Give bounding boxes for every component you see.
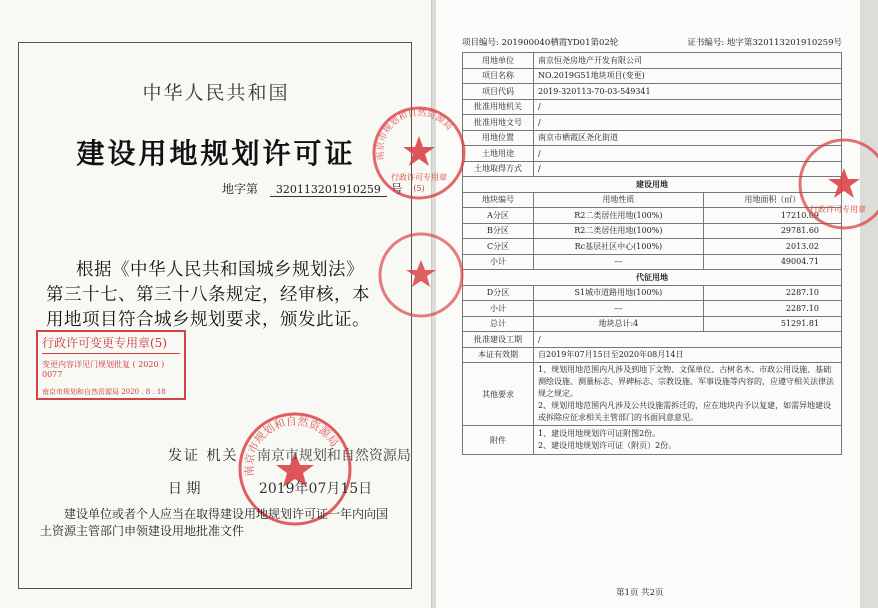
seal-arc-text: 南京市规划和自然资源局 bbox=[375, 108, 454, 161]
info-value: NO.2019G51地块项目(变更) bbox=[534, 68, 842, 84]
change-stamp-date: 南京市规划和自然资源局 2020 . 8 . 18 bbox=[42, 388, 166, 396]
certificate-title: 建设用地规划许可证 bbox=[76, 137, 356, 170]
date-value: 2019年07月15日 bbox=[258, 481, 373, 497]
change-stamp-line: 变更内容详见门规划批复 ( 2020 ) 0077 bbox=[42, 360, 165, 379]
info-row bbox=[463, 84, 842, 100]
plot-area: 17210.09 bbox=[703, 208, 841, 224]
attachment-item: 2、建设用地规划许可证（附页）2份。 bbox=[538, 441, 677, 450]
section-build-land: 建设用地 bbox=[463, 177, 842, 193]
info-label: 项目代码 bbox=[463, 84, 534, 100]
plot-area: 2287.10 bbox=[703, 301, 841, 317]
plot-row bbox=[463, 285, 842, 301]
info-row bbox=[463, 115, 842, 131]
plot-row bbox=[463, 239, 842, 255]
other-item: 1、规划用地范围内凡涉及到地下文物、文保单位、古树名木、市政公用设施、基础测绘设施、测量标志、界碑标志、宗教设施、军事设施等内容的，应遵守相关法律法规之规定。 bbox=[538, 365, 834, 398]
approve-period-value: / bbox=[534, 332, 842, 348]
info-value: / bbox=[534, 146, 842, 162]
other-requirements bbox=[534, 363, 842, 426]
plot-nature: --- bbox=[534, 254, 704, 270]
issue-date-row bbox=[168, 478, 372, 498]
seal-number: (5) bbox=[413, 184, 425, 193]
attachments-label: 附件 bbox=[463, 426, 534, 455]
plot-nature: Rc基层社区中心(100%) bbox=[534, 239, 704, 255]
plot-area: 29781.60 bbox=[703, 223, 841, 239]
page-footer: 第1页 共2页 bbox=[616, 588, 664, 598]
info-label: 用地单位 bbox=[463, 53, 534, 69]
issuer-label: 发证 机关 bbox=[168, 448, 239, 464]
land-use-table bbox=[462, 52, 842, 455]
plot-id: 小计 bbox=[463, 301, 534, 317]
info-value: / bbox=[534, 115, 842, 131]
info-label: 土地取得方式 bbox=[463, 161, 534, 177]
info-row bbox=[463, 68, 842, 84]
info-value: / bbox=[534, 99, 842, 115]
plot-area: 2287.10 bbox=[703, 285, 841, 301]
certificate-code: 证书编号: 地字第320113201910259号 bbox=[687, 38, 842, 48]
other-item: 2、规划用地范围内凡涉及公共设施需拆迁的，应在地块内予以复建，如需异地建设或拆除应征求相关主管部门的书面同意意见。 bbox=[538, 401, 832, 422]
plot-nature: S1城市道路用地(100%) bbox=[534, 285, 704, 301]
section-proxy-land: 代征用地 bbox=[463, 270, 842, 286]
header-meta bbox=[462, 36, 842, 48]
date-label: 日 期 bbox=[168, 481, 201, 497]
info-row bbox=[463, 53, 842, 69]
info-label: 土地用途 bbox=[463, 146, 534, 162]
plot-nature: --- bbox=[534, 301, 704, 317]
plot-id: A分区 bbox=[463, 208, 534, 224]
info-value: / bbox=[534, 161, 842, 177]
plot-area: 51291.81 bbox=[703, 316, 841, 332]
plot-row bbox=[463, 316, 842, 332]
certificate-front-page bbox=[0, 0, 432, 608]
issuer-row bbox=[168, 445, 411, 465]
info-row bbox=[463, 146, 842, 162]
detail-seal-stamp-1 bbox=[370, 104, 468, 202]
project-number: 项目编号: 201900040栖霞YD01第02轮 bbox=[462, 38, 619, 48]
notice-text: 建设单位或者个人应当在取得建设用地规划许可证一年内向国土资源主管部门申领建设用地批准文件 bbox=[40, 507, 389, 538]
info-label: 用地位置 bbox=[463, 130, 534, 146]
info-row bbox=[463, 161, 842, 177]
change-stamp-title: 行政许可变更专用章(5) bbox=[42, 334, 180, 354]
plot-nature: R2二类居住用地(100%) bbox=[534, 208, 704, 224]
info-label: 项目名称 bbox=[463, 68, 534, 84]
col-head-nature: 用地性质 bbox=[534, 192, 704, 208]
col-head-plot: 地块编号 bbox=[463, 192, 534, 208]
approve-period-label: 批准建设工期 bbox=[463, 332, 534, 348]
other-requirements-label: 其他要求 bbox=[463, 363, 534, 426]
plot-row bbox=[463, 208, 842, 224]
validity-label: 本证有效期 bbox=[463, 347, 534, 363]
plot-id: 总计 bbox=[463, 316, 534, 332]
info-value: 南京恒尧房地产开发有限公司 bbox=[534, 53, 842, 69]
plot-id: C分区 bbox=[463, 239, 534, 255]
info-label: 批准用地文号 bbox=[463, 115, 534, 131]
info-row bbox=[463, 99, 842, 115]
detail-seal-stamp-3 bbox=[376, 230, 466, 320]
country-name: 中华人民共和国 bbox=[142, 82, 290, 104]
plot-area: 2013.02 bbox=[703, 239, 841, 255]
change-stamp bbox=[36, 330, 186, 400]
col-head-area: 用地面积（㎡） bbox=[703, 192, 841, 208]
plot-id: 小计 bbox=[463, 254, 534, 270]
plot-id: D分区 bbox=[463, 285, 534, 301]
plot-area: 49004.71 bbox=[703, 254, 841, 270]
info-row bbox=[463, 130, 842, 146]
seal-caption: 行政许可专用章 bbox=[810, 205, 866, 214]
validity-value: 自2019年07月15日至2020年08月14日 bbox=[534, 347, 842, 363]
plot-id: B分区 bbox=[463, 223, 534, 239]
certificate-body-text: 根据《中华人民共和国城乡规划法》第三十七、第三十八条规定，经审核，本用地项目符合城乡规划要求，颁发此证。 bbox=[46, 260, 370, 330]
certificate-detail-page bbox=[375, 0, 866, 608]
number-value: 320113201910259 bbox=[270, 183, 387, 197]
plot-nature: 地块总计:4 bbox=[534, 316, 704, 332]
seal-arc-text: 南京市规划和自然资源局 bbox=[242, 414, 341, 478]
attachment-item: 1、建设用地规划许可证附图2份。 bbox=[538, 429, 661, 438]
number-label: 地字第 bbox=[222, 182, 259, 196]
attachments bbox=[534, 426, 842, 455]
detail-seal-stamp-2 bbox=[794, 132, 878, 242]
info-label: 批准用地机关 bbox=[463, 99, 534, 115]
issuer-value: 南京市规划和自然资源局 bbox=[256, 448, 411, 464]
info-value: 南京市栖霞区尧化街道 bbox=[534, 130, 842, 146]
plot-row bbox=[463, 301, 842, 317]
number-suffix: 号 bbox=[390, 182, 403, 196]
seal-caption: 行政许可专用章 bbox=[391, 173, 447, 182]
info-value: 2019-320113-70-03-549341 bbox=[534, 84, 842, 100]
plot-nature: R2二类居住用地(100%) bbox=[534, 223, 704, 239]
plot-row bbox=[463, 254, 842, 270]
plot-row bbox=[463, 223, 842, 239]
